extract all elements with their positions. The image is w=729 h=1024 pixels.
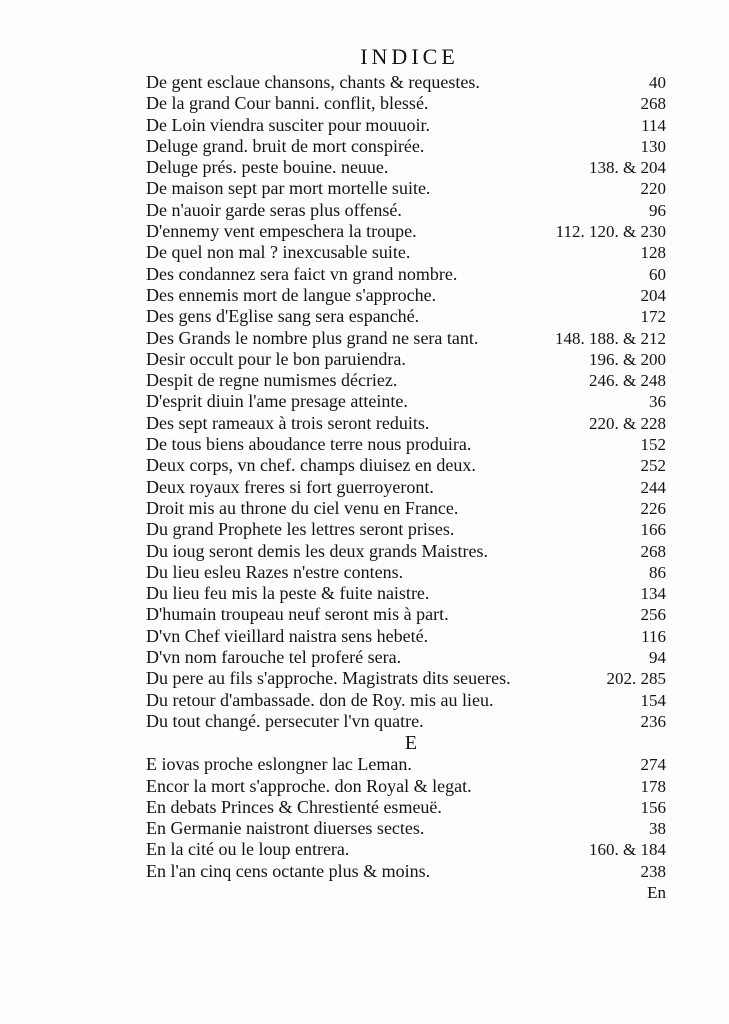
entry-page: 86: [649, 562, 666, 582]
entry-text: Du ioug seront demis les deux grands Maistres.: [146, 540, 488, 561]
page-title: INDICE: [360, 44, 459, 69]
entry-page: 128: [640, 243, 666, 263]
index-entry: [146, 391, 666, 412]
index-entry: [146, 178, 666, 199]
entry-text: De maison sept par mort mortelle suite.: [146, 178, 431, 199]
entry-page: 244: [640, 477, 666, 497]
entry-page: 252: [640, 456, 666, 476]
entry-text: Du grand Prophete les lettres seront prises.: [146, 519, 455, 540]
entry-text: Deux royaux freres si fort guerroyeront.: [146, 476, 434, 497]
entry-text: En la cité ou le loup entrera.: [146, 839, 350, 860]
entry-page: 274: [640, 755, 666, 775]
entry-page: 268: [640, 94, 666, 114]
index-entry: [146, 72, 666, 93]
index-entry: [146, 285, 666, 306]
entry-text: Des sept rameaux à trois seront reduits.: [146, 412, 430, 433]
entry-text: En l'an cinq cens octante plus & moins.: [146, 860, 431, 881]
entry-text: Du lieu feu mis la peste & fuite naistre.: [146, 583, 430, 604]
index-entry: [146, 498, 666, 519]
entry-text: D'humain troupeau neuf seront mis à part.: [146, 604, 449, 625]
entry-page: 36: [649, 392, 666, 412]
index-entry: [146, 711, 666, 732]
entry-page: 220. & 228: [589, 413, 666, 433]
entry-text: D'vn Chef vieillard naistra sens hebeté.: [146, 625, 429, 646]
entry-text: Deluge prés. peste bouine. neuue.: [146, 157, 389, 178]
entry-page: 236: [640, 711, 666, 731]
entry-page: 196. & 200: [589, 349, 666, 369]
entry-page: 238: [640, 861, 666, 881]
entry-text: Deux corps, vn chef. champs diuisez en deux.: [146, 455, 476, 476]
index-entry: [146, 797, 666, 818]
entry-text: Droit mis au throne du ciel venu en France.: [146, 497, 459, 518]
index-entry: [146, 562, 666, 583]
index-entry: [146, 93, 666, 114]
entry-text: Desir occult pour le bon paruiendra.: [146, 348, 406, 369]
entry-text: Du retour d'ambassade. don de Roy. mis au lieu.: [146, 689, 494, 710]
entry-page: 156: [640, 797, 666, 817]
entry-text: En Germanie naistront diuerses sectes.: [146, 818, 425, 839]
entry-page: 112. 120. & 230: [555, 222, 666, 242]
entry-text: Des gens d'Eglise sang sera espanché.: [146, 306, 420, 327]
entry-text: De tous biens aboudance terre nous produira.: [146, 434, 472, 455]
entry-page: 134: [640, 584, 666, 604]
index-entry: [146, 541, 666, 562]
index-entry: [146, 604, 666, 625]
entry-text: D'vn nom farouche tel proferé sera.: [146, 647, 402, 668]
entry-page: 154: [640, 690, 666, 710]
entry-page: 148. 188. & 212: [555, 328, 666, 348]
entry-text: Des Grands le nombre plus grand ne sera tant.: [146, 327, 479, 348]
entry-text: De quel non mal ? inexcusable suite.: [146, 242, 411, 263]
entry-page: 138. & 204: [589, 158, 666, 178]
entry-page: 114: [641, 115, 666, 135]
index-entry: [146, 115, 666, 136]
index-entry: [146, 776, 666, 797]
entry-text: Despit de regne numismes décriez.: [146, 370, 398, 391]
index-entry: [146, 647, 666, 668]
entry-page: 116: [641, 626, 666, 646]
entry-page: 96: [649, 200, 666, 220]
index-entry: [146, 413, 666, 434]
index-entry: [146, 200, 666, 221]
entry-page: 256: [640, 605, 666, 625]
index-entry: [146, 754, 666, 775]
index-entry: [146, 136, 666, 157]
entry-page: 172: [640, 307, 666, 327]
catchword: En: [647, 882, 666, 902]
index-entry: [146, 477, 666, 498]
entry-text: E iovas proche eslongner lac Leman.: [146, 754, 412, 775]
index-entry: [146, 349, 666, 370]
index-list: [146, 72, 666, 903]
index-entry: [146, 370, 666, 391]
entry-text: Des condannez sera faict vn grand nombre.: [146, 263, 458, 284]
catchword-row: [146, 882, 666, 903]
entry-text: D'ennemy vent empeschera la troupe.: [146, 221, 417, 242]
index-entry: [146, 242, 666, 263]
entry-page: 38: [649, 819, 666, 839]
index-entry: [146, 328, 666, 349]
index-entry: [146, 157, 666, 178]
entry-page: 246. & 248: [589, 371, 666, 391]
index-entry: [146, 626, 666, 647]
section-letter: E: [404, 732, 418, 755]
entry-page: 94: [649, 648, 666, 668]
index-entry: [146, 839, 666, 860]
entry-text: Encor la mort s'approche. don Royal & legat.: [146, 775, 472, 796]
index-entry: [146, 306, 666, 327]
entry-text: Du pere au fils s'approche. Magistrats dits seueres.: [146, 668, 511, 689]
entry-page: 60: [649, 264, 666, 284]
entry-page: 178: [640, 776, 666, 796]
entry-text: Du lieu esleu Razes n'estre contens.: [146, 561, 404, 582]
index-entry: [146, 455, 666, 476]
entry-page: 40: [649, 73, 666, 92]
entry-page: 226: [640, 498, 666, 518]
entry-page: 160. & 184: [589, 840, 666, 860]
entry-page: 220: [640, 179, 666, 199]
entry-text: En debats Princes & Chrestienté esmeuë.: [146, 796, 442, 817]
entry-text: Deluge grand. bruit de mort conspirée.: [146, 135, 425, 156]
entry-text: Des ennemis mort de langue s'approche.: [146, 284, 437, 305]
entry-text: D'esprit diuin l'ame presage atteinte.: [146, 391, 408, 412]
entry-page: 204: [640, 285, 666, 305]
entry-page: 166: [640, 520, 666, 540]
index-entry: [146, 818, 666, 839]
index-entry: [146, 583, 666, 604]
entry-text: Du tout changé. persecuter l'vn quatre.: [146, 710, 424, 731]
index-entry: [146, 690, 666, 711]
index-entry: [146, 519, 666, 540]
entry-page: 130: [640, 136, 666, 156]
index-entry: [146, 668, 666, 689]
entry-page: 268: [640, 541, 666, 561]
entry-text: De n'auoir garde seras plus offensé.: [146, 199, 402, 220]
entry-page: 202. 285: [606, 669, 666, 689]
entry-text: De Loin viendra susciter pour mouuoir.: [146, 114, 430, 135]
index-entry: [146, 264, 666, 285]
index-entry: [146, 434, 666, 455]
index-entry: [146, 221, 666, 242]
entry-page: 152: [640, 435, 666, 455]
entry-text: De la grand Cour banni. conflit, blessé.: [146, 93, 429, 114]
index-entry: [146, 861, 666, 882]
entry-text: De gent esclaue chansons, chants & requestes.: [146, 72, 480, 92]
